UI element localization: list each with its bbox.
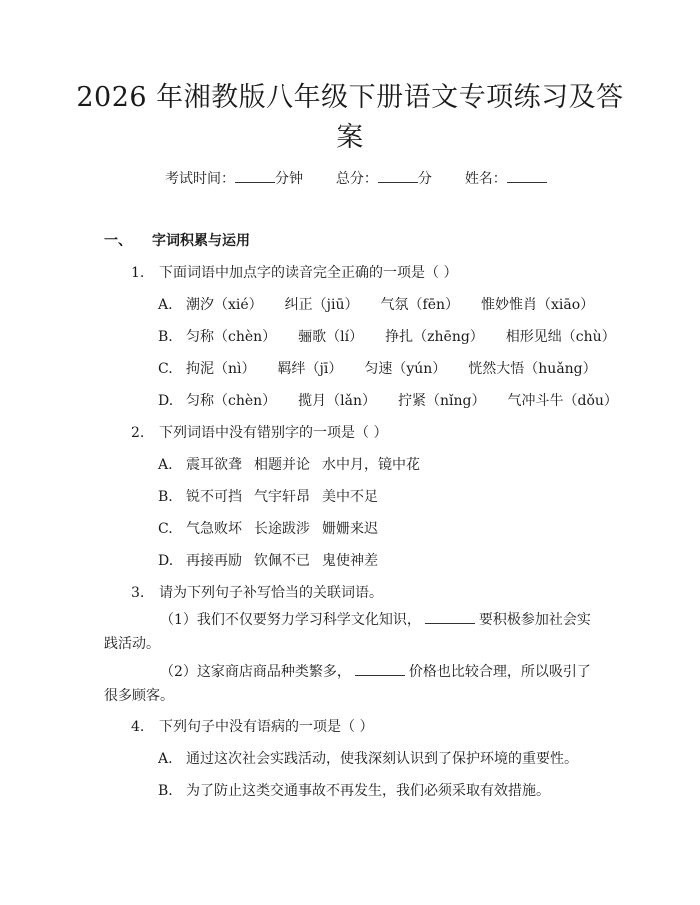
option-label: C. — [158, 361, 173, 377]
answer-blank[interactable] — [355, 661, 405, 676]
option-item: 相形见绌（chù） — [505, 329, 616, 345]
answer-blank[interactable] — [425, 609, 475, 624]
option-item: 锐不可挡 — [186, 489, 242, 505]
option-item: 挣扎（zhēng） — [385, 329, 484, 345]
option-text: 为了防止这类交通事故不再发生，我们必须采取有效措施。 — [186, 783, 550, 799]
q2-option-b[interactable] — [158, 486, 400, 506]
q2-option-d[interactable] — [158, 550, 400, 570]
option-item: 惟妙惟肖（xiāo） — [481, 297, 595, 313]
time-label: 考试时间： — [165, 171, 235, 187]
option-item: 气氛（fēn） — [380, 297, 459, 313]
page-title-line-2: 案 — [336, 122, 364, 153]
option-label: B. — [158, 329, 173, 345]
question-number: 1. — [131, 265, 145, 281]
question-1 — [131, 262, 457, 282]
question-2 — [131, 422, 387, 442]
q1-option-c[interactable] — [158, 358, 619, 378]
q4-option-a[interactable] — [158, 748, 578, 768]
q1-option-a[interactable] — [158, 294, 616, 314]
option-item: 匀称（chèn） — [186, 329, 277, 345]
question-number: 3. — [131, 585, 145, 601]
time-unit: 分钟 — [275, 171, 303, 187]
option-item: 相题并论 — [254, 457, 310, 473]
section-heading — [104, 230, 250, 250]
option-label: B. — [158, 489, 173, 505]
time-blank[interactable] — [235, 168, 275, 183]
option-item: 纠正（jiū） — [284, 297, 359, 313]
option-item: 姗姗来迟 — [322, 521, 378, 537]
q1-option-d[interactable] — [158, 390, 640, 410]
score-unit: 分 — [417, 171, 432, 187]
sub-text: 要积极参加社会实践活动。 — [104, 612, 591, 652]
score-blank[interactable] — [378, 168, 418, 183]
option-item: 再接再励 — [186, 553, 242, 569]
option-item: 匀速（yún） — [364, 361, 447, 377]
sub-text: （2）这家商店商品种类繁多， — [160, 664, 351, 680]
option-item: 羁绊（jī） — [277, 361, 343, 377]
q3-subquestion-1 — [104, 608, 596, 656]
option-item: 揽月（lǎn） — [298, 393, 377, 409]
question-text: 下列词语中没有错别字的一项是（ ） — [159, 425, 388, 441]
option-item: 骊歌（lí） — [298, 329, 364, 345]
q2-option-a[interactable] — [158, 454, 442, 474]
q4-option-b[interactable] — [158, 780, 550, 800]
name-blank[interactable] — [507, 168, 547, 183]
question-number: 2. — [131, 425, 145, 441]
option-item: 美中不足 — [322, 489, 378, 505]
option-item: 气宇轩昂 — [254, 489, 310, 505]
option-item: 气冲斗牛（dǒu） — [507, 393, 618, 409]
question-3 — [131, 582, 383, 602]
question-4 — [131, 716, 373, 736]
option-item: 潮汐（xié） — [186, 297, 263, 313]
question-number: 4. — [131, 719, 145, 735]
option-item: 匀称（chèn） — [186, 393, 277, 409]
option-item: 长途跋涉 — [254, 521, 310, 537]
option-label: B. — [158, 783, 173, 799]
option-item: 拧紧（nǐng） — [398, 393, 486, 409]
option-label: A. — [158, 457, 173, 473]
option-label: A. — [158, 297, 173, 313]
section-title: 字词积累与运用 — [152, 233, 250, 249]
question-text: 下面词语中加点字的读音完全正确的一项是（ ） — [159, 265, 458, 281]
name-label: 姓名： — [464, 171, 507, 187]
q1-option-b[interactable] — [158, 326, 638, 346]
option-label: A. — [158, 751, 173, 767]
option-item: 水中月，镜中花 — [322, 457, 420, 473]
page-title-line-1: 2026 年湘教版八年级下册语文专项练习及答 — [76, 82, 624, 113]
option-text: 通过这次社会实践活动，使我深刻认识到了保护环境的重要性。 — [186, 751, 578, 767]
option-label: D. — [158, 393, 174, 409]
option-item: 震耳欲聋 — [186, 457, 242, 473]
option-item: 鬼使神差 — [322, 553, 378, 569]
option-item: 钦佩不已 — [254, 553, 310, 569]
score-label: 总分： — [335, 171, 378, 187]
sub-text: （1）我们不仅要努力学习科学文化知识， — [160, 612, 421, 628]
q3-subquestion-2 — [104, 660, 596, 708]
q2-option-c[interactable] — [158, 518, 400, 538]
option-item: 恍然大悟（huǎng） — [468, 361, 597, 377]
question-text: 下列句子中没有语病的一项是（ ） — [159, 719, 374, 735]
exam-meta — [165, 168, 547, 188]
sub-text: 价格也比较合理，所以吸引了很多顾客。 — [104, 664, 591, 704]
option-label: D. — [158, 553, 174, 569]
option-label: C. — [158, 521, 173, 537]
option-item: 气急败坏 — [186, 521, 242, 537]
question-text: 请为下列句子补写恰当的关联词语。 — [159, 585, 383, 601]
section-number: 一、 — [104, 233, 132, 249]
option-item: 拘泥（nì） — [186, 361, 256, 377]
